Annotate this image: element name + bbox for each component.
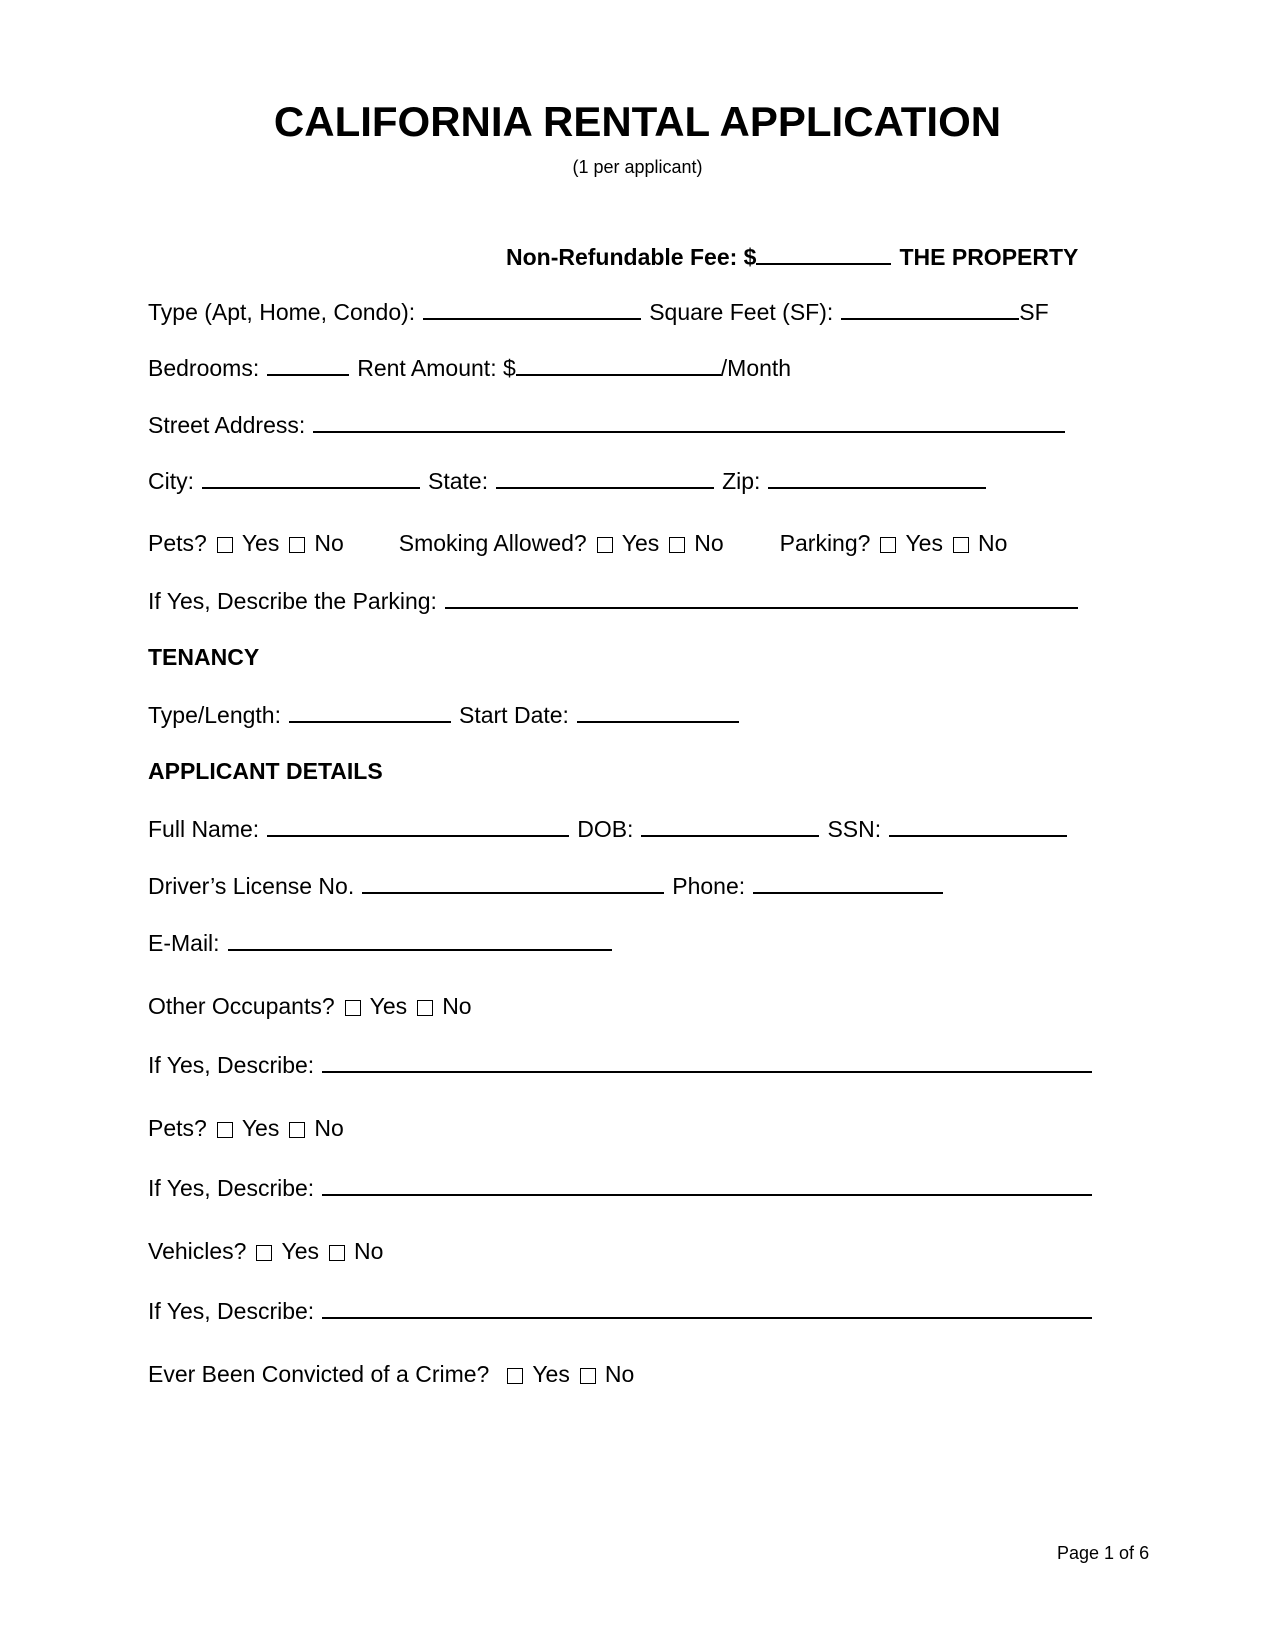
pets-yes-checkbox[interactable]	[217, 537, 233, 553]
parking-no-checkbox[interactable]	[953, 537, 969, 553]
section-heading-applicant	[148, 758, 383, 785]
fee-line	[506, 243, 1078, 271]
pets-describe-label: If Yes, Describe:	[148, 1175, 315, 1201]
pets-no-checkbox[interactable]	[289, 537, 305, 553]
parking-describe-row	[148, 587, 1086, 615]
occupants-no-checkbox[interactable]	[417, 1000, 433, 1016]
applicant-pets-row	[148, 1115, 344, 1142]
section-heading-tenancy	[148, 644, 259, 671]
pets-describe-field[interactable]	[322, 1174, 1092, 1196]
applicant-pets-yes-checkbox[interactable]	[217, 1122, 233, 1138]
parking-describe-label: If Yes, Describe the Parking:	[148, 588, 437, 614]
zip-label: Zip:	[722, 468, 761, 494]
document-subtitle: (1 per applicant)	[572, 157, 703, 177]
dob-label: DOB:	[577, 816, 634, 842]
email-label: E-Mail:	[148, 930, 220, 956]
pets-yes-label: Yes	[241, 530, 280, 556]
street-field[interactable]	[313, 411, 1065, 433]
smoking-yes-checkbox[interactable]	[597, 537, 613, 553]
occupants-no-label: No	[442, 993, 472, 1019]
type-field[interactable]	[423, 298, 641, 320]
dob-field[interactable]	[641, 815, 819, 837]
city-label: City:	[148, 468, 194, 494]
rent-unit: /Month	[720, 355, 792, 381]
fee-field[interactable]	[756, 243, 891, 265]
ssn-label: SSN:	[827, 816, 882, 842]
occupants-row	[148, 993, 472, 1020]
applicant-pets-label: Pets?	[148, 1115, 207, 1141]
email-row	[148, 929, 620, 957]
smoking-label: Smoking Allowed?	[398, 530, 587, 556]
parking-describe-field[interactable]	[445, 587, 1078, 609]
crime-row	[148, 1361, 634, 1388]
type-length-label: Type/Length:	[148, 702, 281, 728]
pets-describe-row	[148, 1174, 1100, 1202]
full-name-label: Full Name:	[148, 816, 260, 842]
applicant-pets-yes-label: Yes	[241, 1115, 280, 1141]
vehicles-no-label: No	[354, 1238, 384, 1264]
start-date-field[interactable]	[577, 701, 739, 723]
occupants-describe-row	[148, 1051, 1100, 1079]
parking-yes-checkbox[interactable]	[880, 537, 896, 553]
smoking-no-checkbox[interactable]	[669, 537, 685, 553]
city-field[interactable]	[202, 467, 420, 489]
crime-label: Ever Been Convicted of a Crime?	[148, 1361, 490, 1387]
sqft-field[interactable]	[841, 298, 1019, 320]
applicant-pets-no-label: No	[314, 1115, 344, 1141]
vehicles-describe-row	[148, 1297, 1100, 1325]
occupants-describe-label: If Yes, Describe:	[148, 1052, 315, 1078]
email-field[interactable]	[228, 929, 612, 951]
smoking-no-label: No	[694, 530, 724, 556]
vehicles-label: Vehicles?	[148, 1238, 247, 1264]
street-label: Street Address:	[148, 412, 306, 438]
vehicles-no-checkbox[interactable]	[329, 1245, 345, 1261]
page-number: Page 1 of 6	[1057, 1543, 1150, 1563]
name-dob-ssn-row	[148, 815, 1075, 843]
crime-no-checkbox[interactable]	[580, 1368, 596, 1384]
section-heading-property: THE PROPERTY	[899, 244, 1079, 270]
occupants-yes-label: Yes	[369, 993, 408, 1019]
bedrooms-label: Bedrooms:	[148, 355, 260, 381]
bedrooms-field[interactable]	[267, 354, 349, 376]
parking-no-label: No	[977, 530, 1008, 556]
vehicles-describe-label: If Yes, Describe:	[148, 1298, 315, 1324]
vehicles-describe-field[interactable]	[322, 1297, 1092, 1319]
tenancy-row	[148, 701, 747, 729]
pets-label: Pets?	[148, 530, 207, 556]
parking-yes-label: Yes	[905, 530, 943, 556]
license-field[interactable]	[362, 872, 664, 894]
occupants-yes-checkbox[interactable]	[345, 1000, 361, 1016]
sqft-unit: SF	[1019, 299, 1049, 325]
full-name-field[interactable]	[267, 815, 569, 837]
state-field[interactable]	[496, 467, 714, 489]
phone-field[interactable]	[753, 872, 943, 894]
rent-label: Rent Amount: $	[357, 355, 516, 381]
license-label: Driver’s License No.	[148, 873, 355, 899]
smoking-yes-label: Yes	[621, 530, 660, 556]
street-row	[148, 411, 1073, 439]
applicant-heading: APPLICANT DETAILS	[148, 758, 383, 784]
license-phone-row	[148, 872, 951, 900]
type-label: Type (Apt, Home, Condo):	[148, 299, 416, 325]
fee-label: Non-Refundable Fee: $	[506, 244, 757, 270]
bedrooms-rent-row	[148, 354, 791, 382]
vehicles-row	[148, 1238, 383, 1265]
pets-no-label: No	[314, 530, 344, 556]
occupants-describe-field[interactable]	[322, 1051, 1092, 1073]
sqft-label: Square Feet (SF):	[649, 299, 834, 325]
city-state-zip-row	[148, 467, 994, 495]
parking-label: Parking?	[779, 530, 871, 556]
document-title: CALIFORNIA RENTAL APPLICATION	[273, 98, 1002, 145]
crime-no-label: No	[604, 1361, 635, 1387]
type-length-field[interactable]	[289, 701, 451, 723]
state-label: State:	[428, 468, 489, 494]
zip-field[interactable]	[768, 467, 986, 489]
rent-field[interactable]	[516, 354, 721, 376]
property-type-row	[148, 298, 1049, 326]
vehicles-yes-checkbox[interactable]	[256, 1245, 272, 1261]
vehicles-yes-label: Yes	[281, 1238, 319, 1264]
crime-yes-checkbox[interactable]	[507, 1368, 523, 1384]
occupants-label: Other Occupants?	[148, 993, 335, 1019]
pets-smoking-parking-row	[148, 530, 1007, 557]
start-date-label: Start Date:	[459, 702, 569, 728]
ssn-field[interactable]	[889, 815, 1067, 837]
crime-yes-label: Yes	[532, 1361, 570, 1387]
phone-label: Phone:	[672, 873, 746, 899]
tenancy-heading: TENANCY	[148, 644, 260, 670]
applicant-pets-no-checkbox[interactable]	[289, 1122, 305, 1138]
